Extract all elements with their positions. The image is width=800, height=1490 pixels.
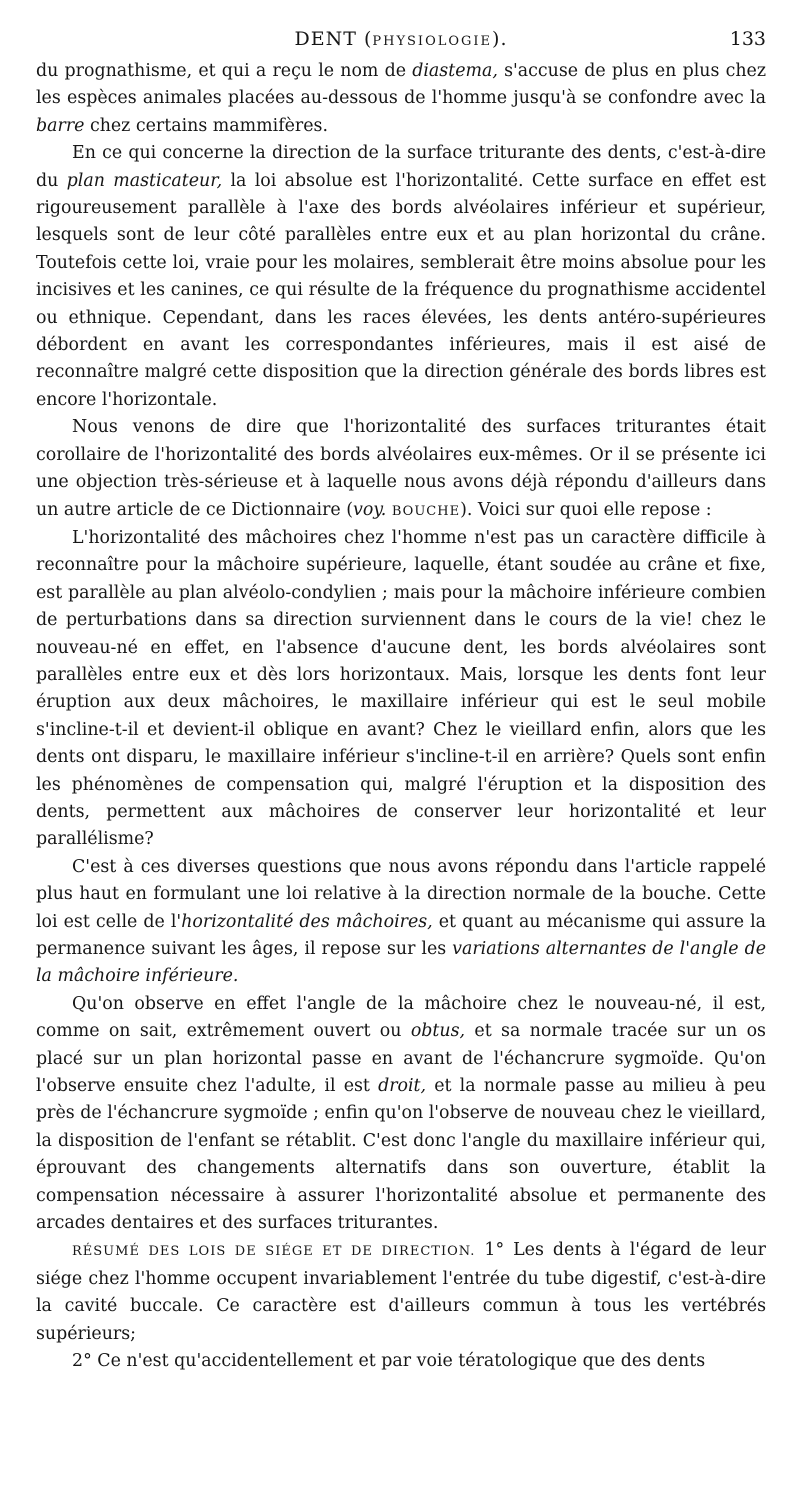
text-run: s'accuse de plus en plus chez les espèces animales placées au-dessous de l'homme jusqu'à se confondre avec la <box>36 61 766 109</box>
italic-run: droit, <box>378 1076 427 1097</box>
text-run: la loi absolue est l'horizontalité. Cette surface en effet est rigoureusement parallèle à l'axe des bords alvéolaires inférieur et supérieur, lesquels sont de leur côté parallèles entre eux et au plan horizontal du crâne. Toutefois cette loi, vraie pour les molaires, semblerait être moins absolue pour les incisives et les canines, ce qui résulte de la fréquence du prognathisme accidentel ou ethnique. Cependant, dans les races élevées, les dents antéro-supérieures débordent en avant les correspondantes inférieures, mais il est aisé de reconnaître malgré cette disposition que la direction générale des bords libres est encore l'horizontale. <box>36 170 766 410</box>
text-run: En ce qui concerne la direction de la surface triturante des dents, c'est-à-dire du <box>36 143 766 191</box>
paragraph-p6 <box>36 991 766 1238</box>
italic-run: plan masticateur, <box>66 170 223 191</box>
text-run: L'horizontalité des mâchoires chez l'homme n'est pas un caractère difficile à reconnaître pour la mâchoire supérieure, laquelle, étant soudée au crâne et fixe, est parallèle au plan alvéolo-condylien ; mais pour la mâchoire inférieure combien de perturbations dans sa direction surviennent dans le cours de la vie! chez le nouveau-né en effet, en l'absence d'aucune dent, les bords alvéolaires sont parallèles entre eux et dès lors horizontaux. Mais, lorsque les dents font leur éruption aux deux mâchoires, le maxillaire inférieur qui est le seul mobile s'incline-t-il et devient-il oblique en avant? Chez le vieillard enfin, alors que les dents ont disparu, le maxillaire inférieur s'incline-t-il en arrière? Quels sont enfin les phénomènes de compensation qui, malgré l'éruption et la disposition des dents, permettent aux mâchoires de conserver leur horizontalité et leur parallélisme? <box>36 527 766 850</box>
running-title-main: DENT <box>294 28 357 50</box>
text-run: et sa normale tracée sur un os placé sur un plan horizontal passe en avant de l'échancrure sygmoïde. Qu'on l'observe ensuite chez l'adulte, il est <box>36 1021 766 1097</box>
italic-run: obtus, <box>410 1021 466 1042</box>
text-run: chez certains mammifères. <box>84 115 328 136</box>
italic-run: voy. <box>353 499 387 520</box>
text-run: 2° Ce n'est qu'accidentellement et par voie tératologique que des dents <box>72 1351 706 1372</box>
running-title <box>36 28 766 50</box>
running-title-subject: PHYSIOLOGIE <box>372 34 493 49</box>
paragraph-p7 <box>36 1237 766 1348</box>
italic-run: barre <box>36 115 85 136</box>
body-text <box>36 58 766 1376</box>
paragraph-p3 <box>36 414 766 525</box>
running-title-paren-close: ). <box>492 28 508 50</box>
italic-run: diastema, <box>412 61 498 81</box>
paragraph-p5 <box>36 854 766 991</box>
italic-run: horizontalité des mâchoires, <box>181 911 433 932</box>
page-number: 133 <box>729 28 766 50</box>
running-header <box>36 28 766 54</box>
paragraph-p1 <box>36 58 766 140</box>
text-run: et la normale passe au milieu à peu près de l'échancrure sygmoïde ; enfin qu'on l'observe de nouveau chez le vieillard, la disposition de l'enfant se rétablit. C'est donc l'angle du maxillaire inférieur qui, éprouvant des changements alternatifs dans son ouverture, établit la compensation nécessaire à assurer l'horizontalité absolue et permanente des arcades dentaires et des surfaces triturantes. <box>36 1076 766 1234</box>
text-run: Qu'on observe en effet l'angle de la mâchoire chez le nouveau-né, il est, comme on sait, extrêmement ouvert ou <box>36 993 766 1042</box>
text-run: du prognathisme, et qui a reçu le nom de <box>36 61 413 81</box>
running-title-paren-open: ( <box>356 28 373 50</box>
paragraph-p2 <box>36 140 766 414</box>
paragraph-p8 <box>36 1348 766 1375</box>
text-run: ). Voici sur quoi elle repose : <box>460 499 712 520</box>
text-run: C'est à ces diverses questions que nous avons répondu dans l'article rappelé plus haut en formulant une loi relative à la direction normale de la bouche. Cette loi est celle de l' <box>36 856 766 932</box>
text-run: Nous venons de dire que l'horizontalité des surfaces triturantes était corollaire de l'horizontalité des bords alvéolaires eux-mêmes. Or il se présente ici une objection très-sérieuse et à laquelle nous avons déjà répondu d'ailleurs dans un autre article de ce Dictionnaire ( <box>36 417 766 520</box>
paragraph-p4 <box>36 525 766 854</box>
italic-run: variations alternantes de l'angle de la mâchoire inférieure. <box>36 939 766 987</box>
text-run: et quant au mécanisme qui assure la permanence suivant les âges, il repose sur les <box>36 911 766 959</box>
text-run: 1° Les dents à l'égard de leur siége chez l'homme occupent invariablement l'entrée du tube digestif, c'est-à-dire la cavité buccale. Ce caractère est d'ailleurs commun à tous les vertébrés supérieurs; <box>36 1240 766 1344</box>
small-caps-run: RÉSUMÉ DES LOIS DE SIÉGE ET DE DIRECTION. <box>72 1244 476 1260</box>
small-caps-run: BOUCHE <box>391 503 461 519</box>
